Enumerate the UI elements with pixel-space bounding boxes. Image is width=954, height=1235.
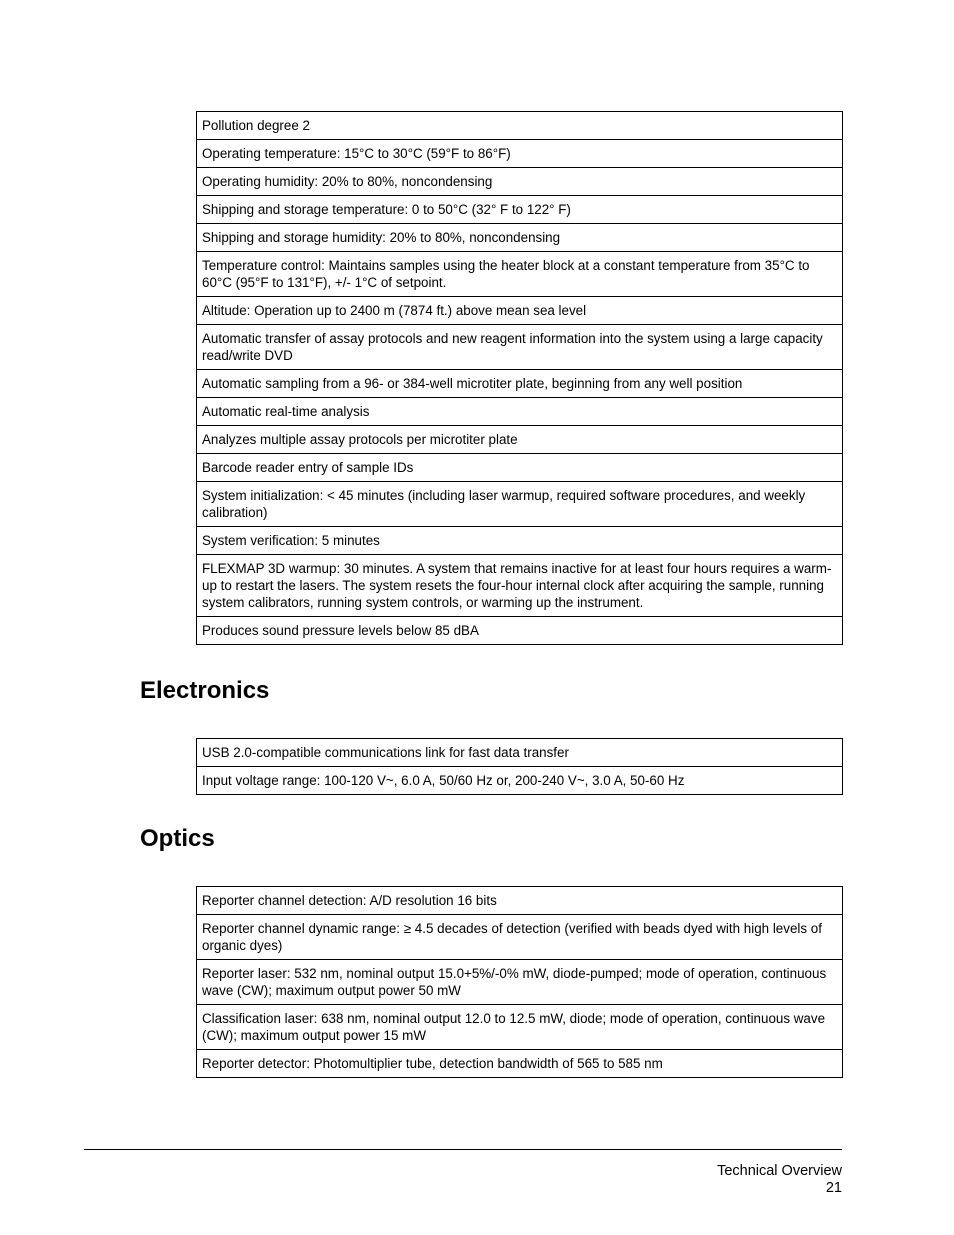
spec-row-text: System initialization: < 45 minutes (including laser warmup, required software procedures, and weekly calibration) xyxy=(197,482,843,527)
optics-row xyxy=(197,915,843,960)
general-specs-body xyxy=(197,112,843,645)
spec-row-text: Barcode reader entry of sample IDs xyxy=(197,454,843,482)
spec-row-text: Temperature control: Maintains samples using the heater block at a constant temperature from 35°C to 60°C (95°F to 131°F), +/- 1°C of setpoint. xyxy=(197,252,843,297)
optics-row-text: Reporter channel dynamic range: ≥ 4.5 decades of detection (verified with beads dyed with high levels of organic dyes) xyxy=(197,915,843,960)
footer-section-title: Technical Overview xyxy=(717,1163,842,1179)
electronics-row xyxy=(197,767,843,795)
electronics-heading: Electronics xyxy=(140,677,270,704)
optics-row-text: Classification laser: 638 nm, nominal output 12.0 to 12.5 mW, diode; mode of operation, continuous wave (CW); maximum output power 15 mW xyxy=(197,1005,843,1050)
general-specs-table xyxy=(196,111,843,645)
spec-row-text: Analyzes multiple assay protocols per microtiter plate xyxy=(197,426,843,454)
spec-row-text: FLEXMAP 3D warmup: 30 minutes. A system that remains inactive for at least four hours requires a warm-up to restart the lasers. The system resets the four-hour internal clock after acquiring the sample, running system calibrators, running system controls, or warming up the instrument. xyxy=(197,555,843,617)
electronics-table xyxy=(196,738,843,795)
optics-row-text: Reporter laser: 532 nm, nominal output 15.0+5%/-0% mW, diode-pumped; mode of operation, continuous wave (CW); maximum output power 50 mW xyxy=(197,960,843,1005)
optics-row-text: Reporter channel detection: A/D resolution 16 bits xyxy=(197,887,843,915)
optics-heading: Optics xyxy=(140,825,215,852)
electronics-row-text: USB 2.0-compatible communications link for fast data transfer xyxy=(197,739,843,767)
optics-table xyxy=(196,886,843,1078)
optics-row xyxy=(197,887,843,915)
spec-row-text: System verification: 5 minutes xyxy=(197,527,843,555)
spec-row xyxy=(197,224,843,252)
spec-row xyxy=(197,398,843,426)
spec-row xyxy=(197,140,843,168)
optics-row xyxy=(197,960,843,1005)
spec-row xyxy=(197,527,843,555)
spec-row xyxy=(197,454,843,482)
footer-page-number: 21 xyxy=(825,1180,842,1196)
optics-body xyxy=(197,887,843,1078)
footer-divider xyxy=(84,1149,842,1150)
spec-row-text: Altitude: Operation up to 2400 m (7874 ft.) above mean sea level xyxy=(197,297,843,325)
spec-row-text: Automatic transfer of assay protocols and new reagent information into the system using a large capacity read/write DVD xyxy=(197,325,843,370)
spec-row-text: Shipping and storage humidity: 20% to 80%, noncondensing xyxy=(197,224,843,252)
spec-row-text: Automatic real-time analysis xyxy=(197,398,843,426)
spec-row xyxy=(197,370,843,398)
optics-row xyxy=(197,1005,843,1050)
spec-row xyxy=(197,112,843,140)
spec-row-text: Operating humidity: 20% to 80%, noncondensing xyxy=(197,168,843,196)
spec-row-text: Operating temperature: 15°C to 30°C (59°F to 86°F) xyxy=(197,140,843,168)
page-footer xyxy=(717,1163,842,1197)
spec-row xyxy=(197,252,843,297)
electronics-body xyxy=(197,739,843,795)
spec-row xyxy=(197,482,843,527)
spec-row xyxy=(197,325,843,370)
spec-row xyxy=(197,168,843,196)
spec-row-text: Automatic sampling from a 96- or 384-well microtiter plate, beginning from any well position xyxy=(197,370,843,398)
spec-row xyxy=(197,617,843,645)
spec-row-text: Produces sound pressure levels below 85 dBA xyxy=(197,617,843,645)
spec-row-text: Shipping and storage temperature: 0 to 50°C (32° F to 122° F) xyxy=(197,196,843,224)
spec-row xyxy=(197,297,843,325)
spec-row xyxy=(197,426,843,454)
electronics-row xyxy=(197,739,843,767)
optics-row xyxy=(197,1050,843,1078)
spec-row-text: Pollution degree 2 xyxy=(197,112,843,140)
spec-row xyxy=(197,196,843,224)
optics-row-text: Reporter detector: Photomultiplier tube, detection bandwidth of 565 to 585 nm xyxy=(197,1050,843,1078)
electronics-row-text: Input voltage range: 100-120 V~, 6.0 A, 50/60 Hz or, 200-240 V~, 3.0 A, 50-60 Hz xyxy=(197,767,843,795)
spec-row xyxy=(197,555,843,617)
